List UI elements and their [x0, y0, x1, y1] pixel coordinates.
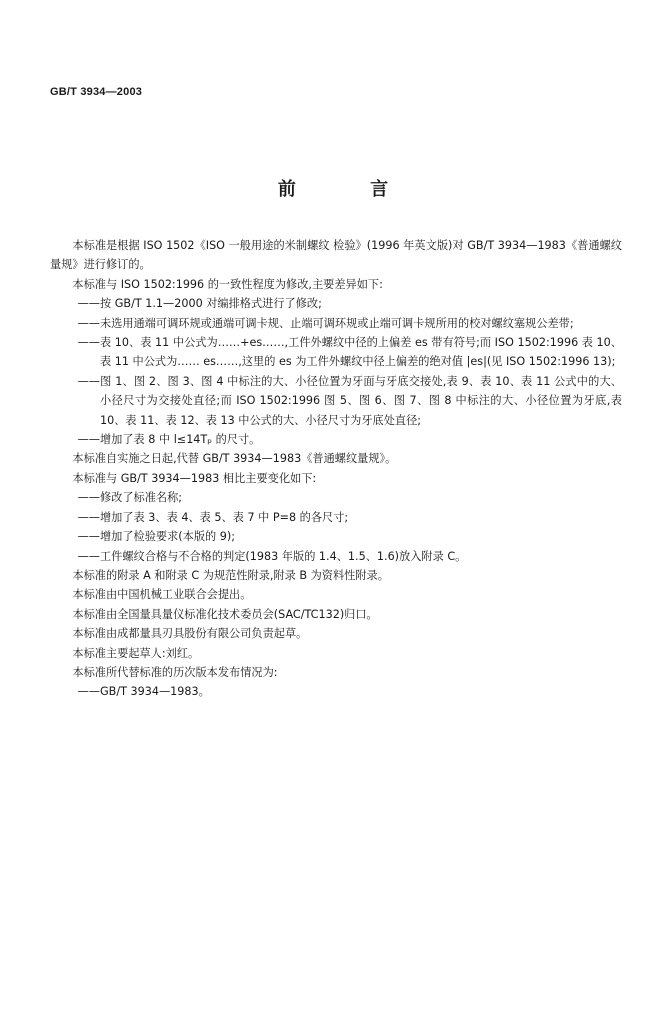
history-intro-paragraph: 本标准所代替标准的历次版本发布情况为: [72, 665, 278, 679]
change-item: ——增加了检验要求(本版的 9); [77, 530, 236, 544]
page-title: 前 言 [277, 179, 423, 200]
difference-item: ——增加了表 8 中 l≤14Tₚ 的尺寸。 [77, 433, 261, 447]
proposer-paragraph: 本标准由中国机械工业联合会提出。 [72, 588, 252, 602]
change-item: ——修改了标准名称; [77, 491, 183, 505]
committee-paragraph: 本标准由全国量具量仪标准化技术委员会(SAC/TC132)归口。 [72, 607, 378, 621]
difference-item: ——按 GB/T 1.1—2000 对编排格式进行了修改; [77, 297, 322, 311]
consistency-paragraph: 本标准与 ISO 1502:1996 的一致性程度为修改,主要差异如下: [72, 277, 383, 291]
change-item: ——工件螺纹合格与不合格的判定(1983 年版的 1.4、1.5、1.6)放入附录 C。 [77, 549, 467, 563]
change-item: ——增加了表 3、表 4、表 5、表 7 中 P=8 的各尺寸; [77, 510, 349, 524]
annex-paragraph: 本标准的附录 A 和附录 C 为规范性附录,附录 B 为资料性附录。 [72, 568, 389, 582]
difference-item: ——未选用通端可调环规或通端可调卡规、止端可调环规或止端可调卡规所用的校对螺纹塞规公差带; [77, 316, 574, 330]
difference-item: ——表 10、表 11 中公式为……+es……,工件外螺纹中径的上偏差 es 带有符号;而 ISO 1502:1996 表 10、表 11 中公式为…… es……,这里的 es 为工件外螺纹中径上偏差的绝对值 |es|(见 ISO 1502:1996 13); [77, 336, 622, 369]
difference-item: ——图 1、图 2、图 3、图 4 中标注的大、小径位置为牙面与牙底交接处,表 9、表 10、表 11 公式中的大、小径尺寸为交接处直径;而 ISO 1502:1996 图 5、图 6、图 7、图 8 中标注的大、小径位置为牙底,表 10、表 11、表 12、表 13 中公式的大、小径尺寸为牙底处直径; [77, 374, 622, 427]
changes-intro-paragraph: 本标准与 GB/T 3934—1983 相比主要变化如下: [72, 471, 317, 485]
revision-basis-paragraph: 本标准是根据 ISO 1502《ISO 一般用途的米制螺纹 检验》(1996 年英文版)对 GB/T 3934—1983《普通螺纹量规》进行修订的。 [50, 239, 622, 272]
foreword-body [50, 236, 622, 702]
drafter-paragraph: 本标准主要起草人:刘红。 [72, 646, 200, 660]
drafting-unit-paragraph: 本标准由成都量具刃具股份有限公司负责起草。 [72, 627, 308, 641]
history-item: ——GB/T 3934—1983。 [77, 685, 210, 699]
replacement-paragraph: 本标准自实施之日起,代替 GB/T 3934—1983《普通螺纹量规》。 [72, 452, 397, 466]
standard-code: GB/T 3934—2003 [50, 86, 143, 98]
